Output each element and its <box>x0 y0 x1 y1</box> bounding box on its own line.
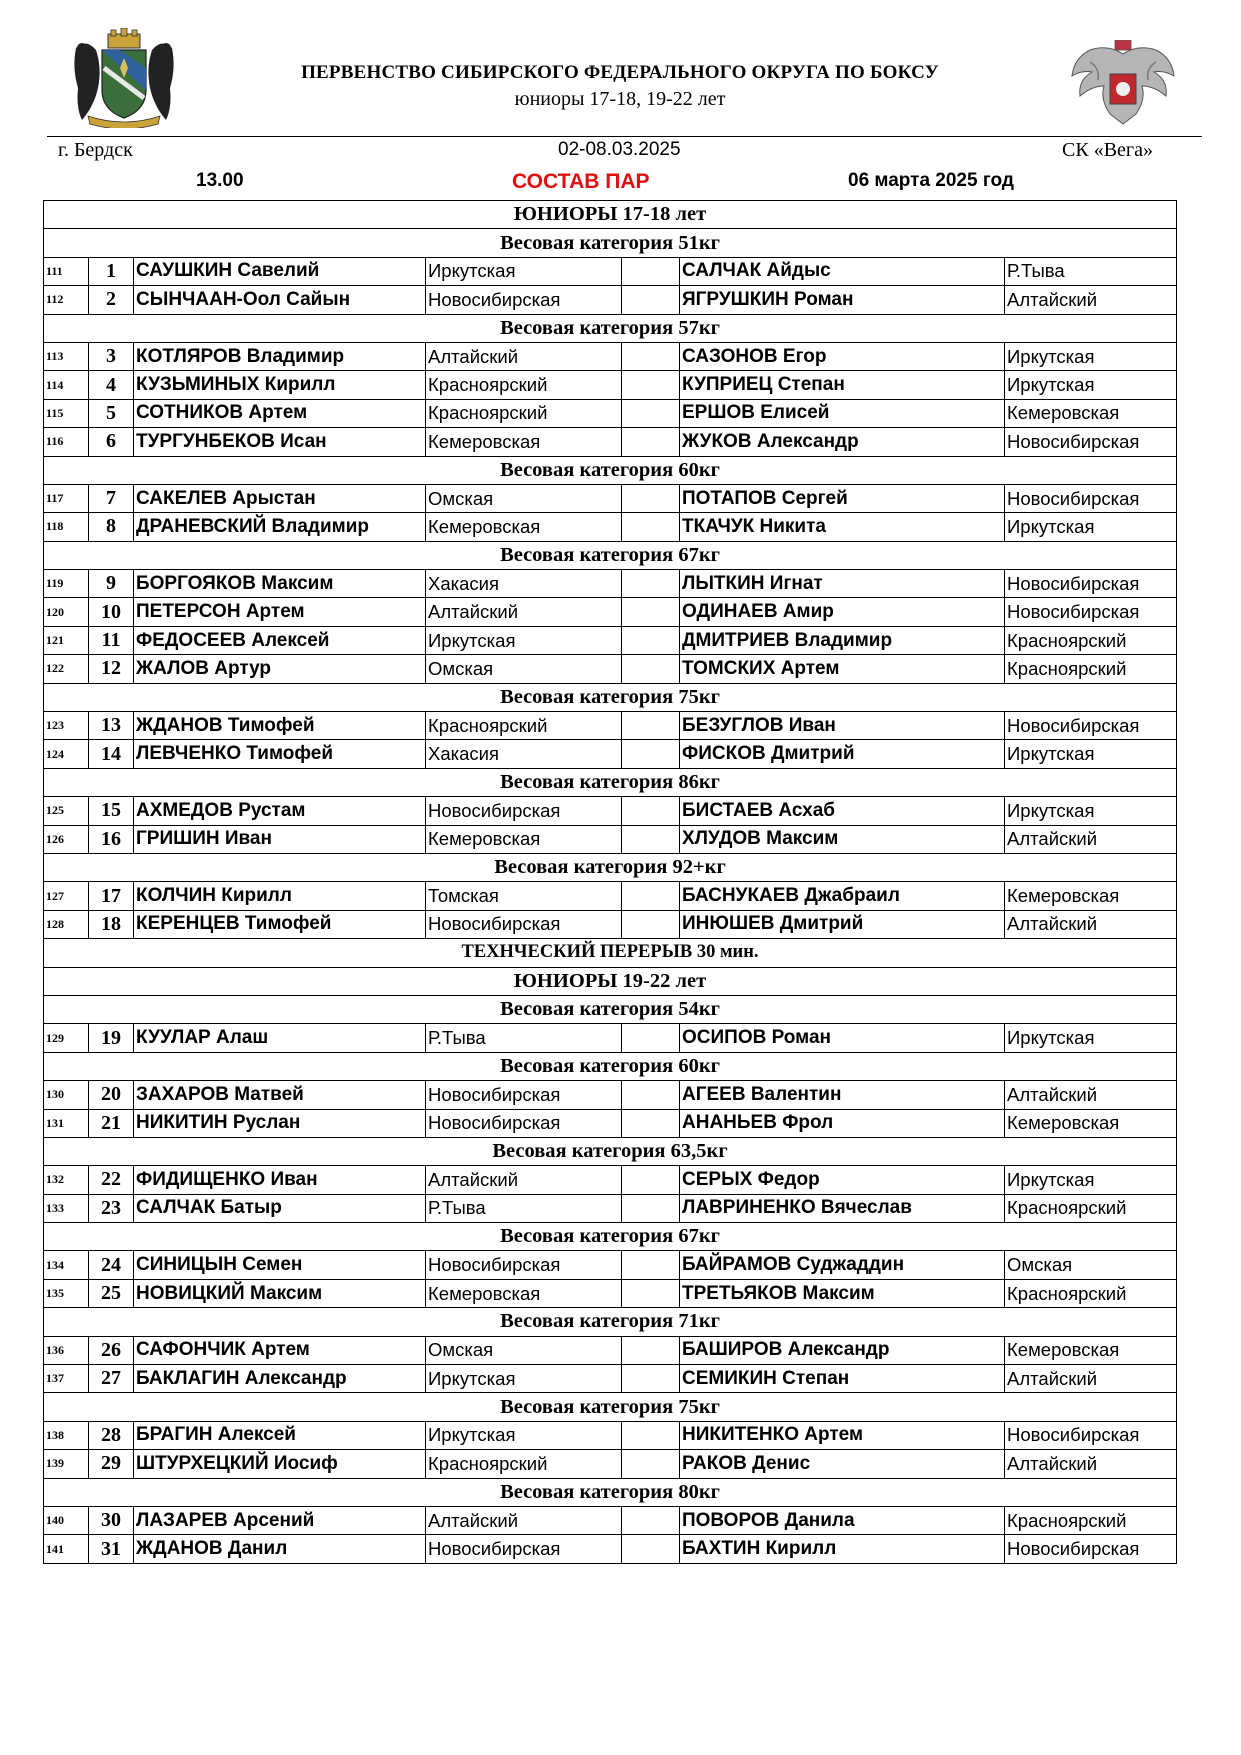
blue-corner-region: Р.Тыва <box>1005 257 1177 285</box>
bout-id: 116 <box>44 428 89 456</box>
weight-category-row <box>44 853 1177 881</box>
blue-corner-region: Иркутская <box>1005 342 1177 370</box>
bout-id: 141 <box>44 1535 89 1563</box>
weight-category-row <box>44 1308 1177 1336</box>
blue-corner-boxer: СЕМИКИН Степан <box>680 1365 1005 1393</box>
bout-row <box>44 399 1177 427</box>
bout-spacer <box>622 1279 680 1307</box>
red-corner-region: Иркутская <box>426 1365 622 1393</box>
bout-number: 27 <box>89 1365 134 1393</box>
blue-corner-boxer: ДМИТРИЕВ Владимир <box>680 626 1005 654</box>
age-group-row <box>44 201 1177 229</box>
red-corner-region: Томская <box>426 882 622 910</box>
red-corner-region: Кемеровская <box>426 825 622 853</box>
bout-row <box>44 484 1177 512</box>
age-group-label: ЮНИОРЫ 17-18 лет <box>44 201 1177 229</box>
blue-corner-boxer: ПОТАПОВ Сергей <box>680 484 1005 512</box>
weight-category-row <box>44 1052 1177 1080</box>
blue-corner-boxer: КУПРИЕЦ Степан <box>680 371 1005 399</box>
red-corner-region: Новосибирская <box>426 1109 622 1137</box>
blue-corner-region: Новосибирская <box>1005 1421 1177 1449</box>
bout-spacer <box>622 1081 680 1109</box>
age-group-label: ЮНИОРЫ 19-22 лет <box>44 967 1177 995</box>
red-corner-region: Иркутская <box>426 626 622 654</box>
blue-corner-boxer: БИСТАЕВ Асхаб <box>680 797 1005 825</box>
weight-category-row <box>44 456 1177 484</box>
red-corner-boxer: АХМЕДОВ Рустам <box>134 797 426 825</box>
weight-category-row <box>44 995 1177 1023</box>
blue-corner-boxer: БАХТИН Кирилл <box>680 1535 1005 1563</box>
bout-spacer <box>622 1251 680 1279</box>
weight-category-label: Весовая категория 60кг <box>44 1052 1177 1080</box>
bout-id: 130 <box>44 1081 89 1109</box>
blue-corner-boxer: ЯГРУШКИН Роман <box>680 286 1005 314</box>
red-corner-region: Хакасия <box>426 570 622 598</box>
red-corner-region: Кемеровская <box>426 1279 622 1307</box>
blue-corner-region: Омская <box>1005 1251 1177 1279</box>
bout-spacer <box>622 570 680 598</box>
bout-spacer <box>622 910 680 938</box>
bout-number: 11 <box>89 626 134 654</box>
bout-id: 113 <box>44 342 89 370</box>
bout-number: 28 <box>89 1421 134 1449</box>
red-corner-region: Алтайский <box>426 342 622 370</box>
weight-category-row <box>44 229 1177 257</box>
blue-corner-region: Иркутская <box>1005 1166 1177 1194</box>
bout-number: 16 <box>89 825 134 853</box>
bout-spacer <box>622 371 680 399</box>
red-corner-boxer: БАКЛАГИН Александр <box>134 1365 426 1393</box>
red-corner-boxer: ФЕДОСЕЕВ Алексей <box>134 626 426 654</box>
document-subtitle: юниоры 17-18, 19-22 лет <box>514 88 726 110</box>
red-corner-region: Иркутская <box>426 257 622 285</box>
bout-number: 29 <box>89 1450 134 1478</box>
bout-spacer <box>622 655 680 683</box>
event-city: г. Бердск <box>58 139 133 161</box>
blue-corner-region: Кемеровская <box>1005 1109 1177 1137</box>
bout-id: 139 <box>44 1450 89 1478</box>
red-corner-boxer: СЫНЧААН-Оол Сайын <box>134 286 426 314</box>
bout-row <box>44 598 1177 626</box>
weight-category-label: Весовая категория 92+кг <box>44 853 1177 881</box>
weight-category-label: Весовая категория 63,5кг <box>44 1137 1177 1165</box>
weight-category-label: Весовая категория 75кг <box>44 1393 1177 1421</box>
blue-corner-boxer: СЕРЫХ Федор <box>680 1166 1005 1194</box>
age-group-row <box>44 967 1177 995</box>
red-corner-region: Алтайский <box>426 1166 622 1194</box>
bout-id: 128 <box>44 910 89 938</box>
bout-id: 120 <box>44 598 89 626</box>
red-corner-boxer: ГРИШИН Иван <box>134 825 426 853</box>
bout-id: 118 <box>44 513 89 541</box>
blue-corner-region: Новосибирская <box>1005 1535 1177 1563</box>
bout-number: 17 <box>89 882 134 910</box>
blue-corner-region: Красноярский <box>1005 1194 1177 1222</box>
red-corner-boxer: САЛЧАК Батыр <box>134 1194 426 1222</box>
blue-corner-region: Красноярский <box>1005 626 1177 654</box>
bout-id: 111 <box>44 257 89 285</box>
bout-row <box>44 286 1177 314</box>
red-corner-boxer: КЕРЕНЦЕВ Тимофей <box>134 910 426 938</box>
blue-corner-boxer: АГЕЕВ Валентин <box>680 1081 1005 1109</box>
bout-row <box>44 342 1177 370</box>
red-corner-boxer: КОЛЧИН Кирилл <box>134 882 426 910</box>
bout-number: 19 <box>89 1024 134 1052</box>
weight-category-row <box>44 1223 1177 1251</box>
blue-corner-boxer: ЛАВРИНЕНКО Вячеслав <box>680 1194 1005 1222</box>
bout-spacer <box>622 286 680 314</box>
bout-id: 114 <box>44 371 89 399</box>
weight-category-label: Весовая категория 75кг <box>44 683 1177 711</box>
red-corner-region: Алтайский <box>426 1506 622 1534</box>
red-corner-boxer: СИНИЦЫН Семен <box>134 1251 426 1279</box>
red-corner-region: Хакасия <box>426 740 622 768</box>
red-corner-boxer: КОТЛЯРОВ Владимир <box>134 342 426 370</box>
weight-category-row <box>44 541 1177 569</box>
blue-corner-boxer: ФИСКОВ Дмитрий <box>680 740 1005 768</box>
red-corner-region: Алтайский <box>426 598 622 626</box>
bout-id: 117 <box>44 484 89 512</box>
red-corner-region: Кемеровская <box>426 513 622 541</box>
bout-row <box>44 1166 1177 1194</box>
blue-corner-boxer: ХЛУДОВ Максим <box>680 825 1005 853</box>
red-corner-region: Красноярский <box>426 399 622 427</box>
bout-id: 133 <box>44 1194 89 1222</box>
weight-category-label: Весовая категория 67кг <box>44 1223 1177 1251</box>
bout-spacer <box>622 598 680 626</box>
blue-corner-boxer: ЖУКОВ Александр <box>680 428 1005 456</box>
bout-spacer <box>622 1336 680 1364</box>
blue-corner-region: Красноярский <box>1005 1506 1177 1534</box>
blue-corner-boxer: РАКОВ Денис <box>680 1450 1005 1478</box>
blue-corner-boxer: БАЙРАМОВ Суджаддин <box>680 1251 1005 1279</box>
blue-corner-boxer: ЛЫТКИН Игнат <box>680 570 1005 598</box>
red-corner-boxer: ЗАХАРОВ Матвей <box>134 1081 426 1109</box>
bout-row <box>44 740 1177 768</box>
blue-corner-region: Кемеровская <box>1005 1336 1177 1364</box>
bout-id: 124 <box>44 740 89 768</box>
technical-break-label: ТЕХНЧЕСКИЙ ПЕРЕРЫВ 30 мин. <box>44 939 1177 967</box>
bout-number: 7 <box>89 484 134 512</box>
red-corner-boxer: КУУЛАР Алаш <box>134 1024 426 1052</box>
bout-number: 1 <box>89 257 134 285</box>
blue-corner-boxer: ПОВОРОВ Данила <box>680 1506 1005 1534</box>
red-corner-region: Новосибирская <box>426 1251 622 1279</box>
red-corner-boxer: САУШКИН Савелий <box>134 257 426 285</box>
bout-row <box>44 1024 1177 1052</box>
bout-spacer <box>622 1024 680 1052</box>
blue-corner-boxer: ОДИНАЕВ Амир <box>680 598 1005 626</box>
blue-corner-region: Новосибирская <box>1005 484 1177 512</box>
red-corner-boxer: ЛАЗАРЕВ Арсений <box>134 1506 426 1534</box>
weight-category-row <box>44 1137 1177 1165</box>
bout-row <box>44 1450 1177 1478</box>
bout-row <box>44 910 1177 938</box>
blue-corner-region: Иркутская <box>1005 740 1177 768</box>
bout-spacer <box>622 1109 680 1137</box>
bout-row <box>44 626 1177 654</box>
bout-spacer <box>622 1365 680 1393</box>
bout-row <box>44 1194 1177 1222</box>
bout-spacer <box>622 1421 680 1449</box>
weight-category-label: Весовая категория 54кг <box>44 995 1177 1023</box>
red-corner-region: Красноярский <box>426 712 622 740</box>
bout-row <box>44 513 1177 541</box>
bout-id: 112 <box>44 286 89 314</box>
blue-corner-region: Кемеровская <box>1005 399 1177 427</box>
blue-corner-region: Новосибирская <box>1005 570 1177 598</box>
bout-number: 3 <box>89 342 134 370</box>
red-corner-boxer: БРАГИН Алексей <box>134 1421 426 1449</box>
novosibirsk-coat-of-arms-logo <box>68 28 180 128</box>
bout-spacer <box>622 626 680 654</box>
blue-corner-boxer: ИНЮШЕВ Дмитрий <box>680 910 1005 938</box>
bout-number: 25 <box>89 1279 134 1307</box>
red-corner-region: Новосибирская <box>426 910 622 938</box>
weight-category-label: Весовая категория 67кг <box>44 541 1177 569</box>
bout-id: 135 <box>44 1279 89 1307</box>
bout-id: 121 <box>44 626 89 654</box>
bout-row <box>44 797 1177 825</box>
red-corner-boxer: САФОНЧИК Артем <box>134 1336 426 1364</box>
bout-number: 18 <box>89 910 134 938</box>
blue-corner-boxer: ОСИПОВ Роман <box>680 1024 1005 1052</box>
bout-row <box>44 1336 1177 1364</box>
break-row <box>44 939 1177 967</box>
bout-row <box>44 882 1177 910</box>
red-corner-region: Новосибирская <box>426 797 622 825</box>
weight-category-label: Весовая категория 86кг <box>44 768 1177 796</box>
blue-corner-region: Новосибирская <box>1005 428 1177 456</box>
red-corner-region: Иркутская <box>426 1421 622 1449</box>
bout-row <box>44 1535 1177 1563</box>
bout-row <box>44 570 1177 598</box>
bout-id: 137 <box>44 1365 89 1393</box>
blue-corner-boxer: ТРЕТЬЯКОВ Максим <box>680 1279 1005 1307</box>
red-corner-boxer: НОВИЦКИЙ Максим <box>134 1279 426 1307</box>
bout-spacer <box>622 825 680 853</box>
bout-row <box>44 1365 1177 1393</box>
bout-number: 20 <box>89 1081 134 1109</box>
red-corner-region: Р.Тыва <box>426 1024 622 1052</box>
bout-id: 138 <box>44 1421 89 1449</box>
red-corner-boxer: ПЕТЕРСОН Артем <box>134 598 426 626</box>
blue-corner-region: Красноярский <box>1005 1279 1177 1307</box>
red-corner-region: Красноярский <box>426 371 622 399</box>
event-dates: 02-08.03.2025 <box>558 139 681 160</box>
bout-id: 122 <box>44 655 89 683</box>
bout-spacer <box>622 513 680 541</box>
weight-category-row <box>44 683 1177 711</box>
blue-corner-region: Иркутская <box>1005 371 1177 399</box>
red-corner-region: Кемеровская <box>426 428 622 456</box>
bout-row <box>44 655 1177 683</box>
red-corner-boxer: ШТУРХЕЦКИЙ Иосиф <box>134 1450 426 1478</box>
bout-id: 125 <box>44 797 89 825</box>
bout-row <box>44 371 1177 399</box>
bout-spacer <box>622 882 680 910</box>
bout-number: 8 <box>89 513 134 541</box>
bout-spacer <box>622 428 680 456</box>
blue-corner-region: Кемеровская <box>1005 882 1177 910</box>
bout-number: 5 <box>89 399 134 427</box>
bout-row <box>44 1506 1177 1534</box>
bout-spacer <box>622 712 680 740</box>
red-corner-boxer: КУЗЬМИНЫХ Кирилл <box>134 371 426 399</box>
bout-spacer <box>622 1506 680 1534</box>
red-corner-boxer: БОРГОЯКОВ Максим <box>134 570 426 598</box>
bout-row <box>44 257 1177 285</box>
blue-corner-region: Красноярский <box>1005 655 1177 683</box>
red-corner-boxer: НИКИТИН Руслан <box>134 1109 426 1137</box>
bout-id: 131 <box>44 1109 89 1137</box>
bout-id: 134 <box>44 1251 89 1279</box>
bout-number: 2 <box>89 286 134 314</box>
red-corner-boxer: ТУРГУНБЕКОВ Исан <box>134 428 426 456</box>
blue-corner-region: Иркутская <box>1005 513 1177 541</box>
bout-spacer <box>622 342 680 370</box>
blue-corner-boxer: БАШИРОВ Александр <box>680 1336 1005 1364</box>
bout-row <box>44 825 1177 853</box>
red-corner-boxer: ЖДАНОВ Тимофей <box>134 712 426 740</box>
bout-row <box>44 1081 1177 1109</box>
weight-category-label: Весовая категория 51кг <box>44 229 1177 257</box>
blue-corner-region: Новосибирская <box>1005 712 1177 740</box>
blue-corner-region: Алтайский <box>1005 825 1177 853</box>
bout-id: 123 <box>44 712 89 740</box>
red-corner-region: Новосибирская <box>426 1535 622 1563</box>
bout-number: 26 <box>89 1336 134 1364</box>
blue-corner-boxer: ТОМСКИХ Артем <box>680 655 1005 683</box>
bout-spacer <box>622 257 680 285</box>
bout-number: 14 <box>89 740 134 768</box>
bout-row <box>44 1279 1177 1307</box>
weight-category-label: Весовая категория 60кг <box>44 456 1177 484</box>
blue-corner-region: Новосибирская <box>1005 598 1177 626</box>
blue-corner-boxer: БАСНУКАЕВ Джабраил <box>680 882 1005 910</box>
bout-spacer <box>622 797 680 825</box>
bout-number: 21 <box>89 1109 134 1137</box>
blue-corner-boxer: ЕРШОВ Елисей <box>680 399 1005 427</box>
bout-row <box>44 1251 1177 1279</box>
bout-number: 6 <box>89 428 134 456</box>
weight-category-label: Весовая категория 57кг <box>44 314 1177 342</box>
bouts-table <box>43 200 1177 1564</box>
red-corner-boxer: ФИДИЩЕНКО Иван <box>134 1166 426 1194</box>
blue-corner-region: Алтайский <box>1005 1450 1177 1478</box>
red-corner-region: Р.Тыва <box>426 1194 622 1222</box>
blue-corner-boxer: САЛЧАК Айдыс <box>680 257 1005 285</box>
bout-row <box>44 1109 1177 1137</box>
bout-spacer <box>622 1535 680 1563</box>
blue-corner-region: Алтайский <box>1005 286 1177 314</box>
blue-corner-boxer: ТКАЧУК Никита <box>680 513 1005 541</box>
red-corner-boxer: ЖАЛОВ Артур <box>134 655 426 683</box>
red-corner-region: Омская <box>426 655 622 683</box>
red-corner-region: Новосибирская <box>426 286 622 314</box>
blue-corner-boxer: САЗОНОВ Егор <box>680 342 1005 370</box>
header-divider <box>47 136 1202 137</box>
bout-id: 115 <box>44 399 89 427</box>
bout-row <box>44 1421 1177 1449</box>
red-corner-boxer: СОТНИКОВ Артем <box>134 399 426 427</box>
document-title: ПЕРВЕНСТВО СИБИРСКОГО ФЕДЕРАЛЬНОГО ОКРУГА ПО БОКСУ <box>301 62 939 83</box>
bout-number: 31 <box>89 1535 134 1563</box>
bout-number: 23 <box>89 1194 134 1222</box>
bout-number: 4 <box>89 371 134 399</box>
red-corner-boxer: ЛЕВЧЕНКО Тимофей <box>134 740 426 768</box>
bout-id: 126 <box>44 825 89 853</box>
weight-category-row <box>44 1478 1177 1506</box>
red-corner-boxer: ЖДАНОВ Данил <box>134 1535 426 1563</box>
bout-number: 9 <box>89 570 134 598</box>
blue-corner-region: Иркутская <box>1005 1024 1177 1052</box>
bout-number: 13 <box>89 712 134 740</box>
bout-row <box>44 712 1177 740</box>
blue-corner-boxer: НИКИТЕНКО Артем <box>680 1421 1005 1449</box>
red-corner-boxer: САКЕЛЕВ Арыстан <box>134 484 426 512</box>
blue-corner-region: Алтайский <box>1005 910 1177 938</box>
event-venue: СК «Вега» <box>1062 139 1153 161</box>
blue-corner-boxer: БЕЗУГЛОВ Иван <box>680 712 1005 740</box>
bout-number: 10 <box>89 598 134 626</box>
start-time: 13.00 <box>196 170 244 191</box>
red-corner-region: Омская <box>426 484 622 512</box>
bout-number: 24 <box>89 1251 134 1279</box>
bout-row <box>44 428 1177 456</box>
blue-corner-region: Алтайский <box>1005 1081 1177 1109</box>
bout-spacer <box>622 1450 680 1478</box>
weight-category-row <box>44 1393 1177 1421</box>
bout-id: 119 <box>44 570 89 598</box>
weight-category-label: Весовая категория 80кг <box>44 1478 1177 1506</box>
weight-category-label: Весовая категория 71кг <box>44 1308 1177 1336</box>
bout-spacer <box>622 1166 680 1194</box>
bout-id: 136 <box>44 1336 89 1364</box>
red-corner-region: Омская <box>426 1336 622 1364</box>
bout-id: 132 <box>44 1166 89 1194</box>
bout-spacer <box>622 1194 680 1222</box>
red-corner-region: Новосибирская <box>426 1081 622 1109</box>
bout-number: 30 <box>89 1506 134 1534</box>
red-corner-boxer: ДРАНЕВСКИЙ Владимир <box>134 513 426 541</box>
bout-spacer <box>622 740 680 768</box>
bout-spacer <box>622 484 680 512</box>
bouts-heading: СОСТАВ ПАР <box>512 170 650 193</box>
blue-corner-region: Алтайский <box>1005 1365 1177 1393</box>
blue-corner-region: Иркутская <box>1005 797 1177 825</box>
bout-id: 129 <box>44 1024 89 1052</box>
bout-number: 12 <box>89 655 134 683</box>
boxing-federation-eagle-emblem-logo <box>1070 40 1176 126</box>
bout-number: 22 <box>89 1166 134 1194</box>
weight-category-row <box>44 768 1177 796</box>
bout-id: 127 <box>44 882 89 910</box>
bout-number: 15 <box>89 797 134 825</box>
blue-corner-boxer: АНАНЬЕВ Фрол <box>680 1109 1005 1137</box>
bout-spacer <box>622 399 680 427</box>
weight-category-row <box>44 314 1177 342</box>
bouts-date: 06 марта 2025 год <box>848 170 1014 191</box>
bout-id: 140 <box>44 1506 89 1534</box>
red-corner-region: Красноярский <box>426 1450 622 1478</box>
